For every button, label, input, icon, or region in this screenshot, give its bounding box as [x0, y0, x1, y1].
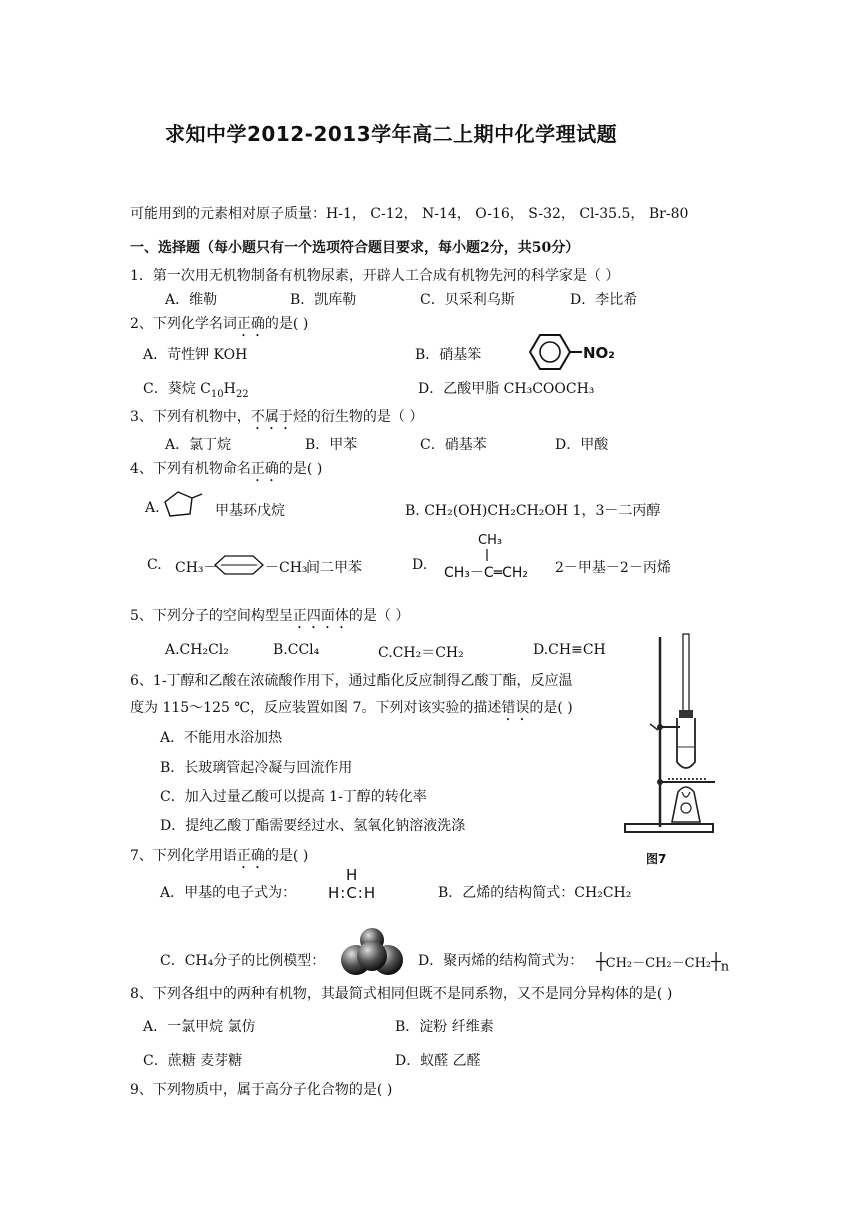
- q6-line1: 6、1-丁醇和乙酸在浓硫酸作用下，通过酯化反应制得乙酸丁酯，反应温: [130, 673, 573, 689]
- q2-c-sub2: 22: [235, 388, 249, 400]
- q2-option-d: D．乙酸甲脂 CH₃COOCH₃: [418, 381, 595, 397]
- q8-option-b: B．淀粉 纤维素: [395, 1019, 494, 1035]
- q3-option-d: D．甲酸: [555, 437, 609, 453]
- q2-option-b: B．硝基笨: [415, 347, 482, 363]
- q3-stem-emphasis: 不属于: [250, 409, 293, 425]
- q7-stem: [130, 845, 308, 872]
- q4-option-d-top: CH₃: [478, 533, 503, 548]
- q1-option-c: C．贝采利乌斯: [420, 292, 515, 308]
- q7-stem-post: 的是( ): [264, 848, 309, 864]
- figure-caption: 图7: [646, 852, 667, 866]
- q5-stem-pre: 5、下列分子的空间构型呈: [130, 608, 293, 624]
- q4-option-d-bond: [486, 549, 490, 563]
- q7-a-formula-bottom: H:C:H: [328, 884, 377, 902]
- q4-option-c-letter: C.: [147, 557, 162, 573]
- q4-option-c-name: 间二甲苯: [306, 560, 362, 576]
- no2-label: NO₂: [583, 344, 615, 362]
- q3-stem-pre: 3、下列有机物中，: [130, 409, 251, 425]
- q2-stem-emphasis: 正确: [236, 316, 265, 332]
- nitrobenzene-structure: [520, 330, 620, 374]
- q5-option-b: B.CCl₄: [273, 642, 320, 658]
- q4-stem-pre: 4、下列有机物命名: [130, 461, 251, 477]
- q6-line2-post: 的是( ): [529, 700, 573, 716]
- q4-stem: [130, 458, 322, 485]
- q5-option-a: A.CH₂Cl₂: [165, 642, 229, 658]
- q2-option-a: A．苛性钾 KOH: [143, 347, 248, 363]
- q1-option-d: D．李比希: [570, 292, 638, 308]
- q5-stem-post: 的是（ ）: [348, 608, 410, 624]
- q3-option-c: C．硝基苯: [420, 437, 487, 453]
- q7-option-c: C．CH₄分子的比例模型：: [160, 953, 326, 969]
- q3-option-b: B．甲苯: [305, 437, 358, 453]
- q5-option-c: C.CH₂＝CH₂: [378, 645, 464, 661]
- q2-stem-post: 的是( ): [264, 316, 309, 332]
- q5-option-d: D.CH≡CH: [533, 642, 606, 658]
- q4-option-c-left: CH₃－: [175, 560, 218, 576]
- q4-stem-emphasis: 正确: [250, 461, 279, 477]
- q5-stem: [130, 605, 409, 632]
- q2-c-mid: H: [223, 381, 236, 397]
- q6-option-b: B．长玻璃管起冷凝与回流作用: [160, 760, 353, 776]
- q6-line2-pre: 度为 115～125 ℃，反应装置如图 7。下列对该实验的描述: [130, 700, 502, 716]
- section-heading: 一、选择题（每小题只有一个选项符合题目要求，每小题2分，共50分）: [130, 240, 580, 256]
- q3-stem-post: 烃的衍生物的是（ ）: [292, 409, 424, 425]
- q5-stem-emphasis: 正四面体: [292, 608, 349, 624]
- q8-option-c: C．蔗糖 麦芽糖: [143, 1053, 243, 1069]
- q7-a-formula-top: H: [346, 866, 358, 884]
- q7-d-formula: [596, 952, 729, 975]
- q6-line2: [130, 697, 573, 724]
- q8-option-a: A．一氯甲烷 氯仿: [143, 1019, 256, 1035]
- q6-option-a: A．不能用水浴加热: [160, 730, 283, 746]
- q7-option-b: B．乙烯的结构简式：CH₂CH₂: [438, 885, 632, 901]
- q1-option-a: A．维勒: [165, 292, 218, 308]
- q4-option-a-letter: A.: [145, 500, 160, 516]
- q2-stem-pre: 2、下列化学名词: [130, 316, 237, 332]
- q7-stem-pre: 7、下列化学用语: [130, 848, 237, 864]
- q3-option-a: A．氯丁烷: [165, 437, 232, 453]
- q7-stem-emphasis: 正确: [236, 848, 265, 864]
- q6-option-d: D．提纯乙酸丁酯需要经过水、氢氧化钠溶液洗涤: [160, 818, 466, 834]
- q4-option-c-right: －CH₃: [265, 560, 308, 576]
- q1-stem: 1．第一次用无机物制备有机物尿素，开辟人工合成有机物先河的科学家是（ ）: [130, 268, 620, 284]
- q2-stem: [130, 313, 308, 340]
- page-title: 求知中学2012-2013学年高二上期中化学理试题: [165, 122, 618, 146]
- q8-stem: 8、下列各组中的两种有机物，其最简式相同但既不是同系物，又不是同分异构体的是( ): [130, 986, 673, 1002]
- q6-option-c: C．加入过量乙酸可以提高 1-丁醇的转化率: [160, 789, 427, 805]
- q4-option-d-letter: D.: [412, 557, 428, 573]
- reaction-apparatus-figure: [620, 632, 720, 837]
- q7-option-d: D．聚丙烯的结构简式为：: [418, 953, 584, 969]
- methane-space-filling-model: [338, 928, 406, 980]
- q7-d-subscript: n: [720, 959, 730, 975]
- q2-c-sub1: 10: [210, 388, 224, 400]
- q4-option-a-name: 甲基环戊烷: [215, 503, 285, 519]
- q6-line2-emphasis: 错误: [501, 700, 530, 716]
- q1-option-b: B．凯库勒: [290, 292, 357, 308]
- q8-option-d: D．蚁醛 乙醛: [395, 1053, 481, 1069]
- benzene-ring-icon: [213, 554, 267, 576]
- q4-stem-post: 的是( ): [278, 461, 323, 477]
- methylcyclopentane-structure: [160, 490, 210, 522]
- q7-d-bracket-left: ┼: [596, 952, 606, 971]
- q3-stem: [130, 406, 423, 433]
- q9-stem: 9、下列物质中，属于高分子化合物的是( ): [130, 1082, 393, 1098]
- q4-option-b: B. CH₂(OH)CH₂CH₂OH 1，3－二丙醇: [405, 503, 661, 519]
- q2-c-text: C．葵烷 C: [143, 381, 211, 397]
- q7-option-a: A．甲基的电子式为：: [160, 885, 297, 901]
- q7-d-bracket-right: ┼: [711, 952, 721, 971]
- q2-option-c: [143, 378, 249, 400]
- q4-option-d-bottom: CH₃－C═CH₂: [444, 565, 529, 581]
- q4-option-d-name: 2－甲基－2－丙烯: [555, 560, 671, 576]
- q7-d-formula-text: CH₂－CH₂－CH₂: [605, 956, 712, 971]
- atomic-masses: 可能用到的元素相对原子质量：H-1， C-12， N-14， O-16， S-32， Cl-35.5， Br-80: [130, 206, 689, 222]
